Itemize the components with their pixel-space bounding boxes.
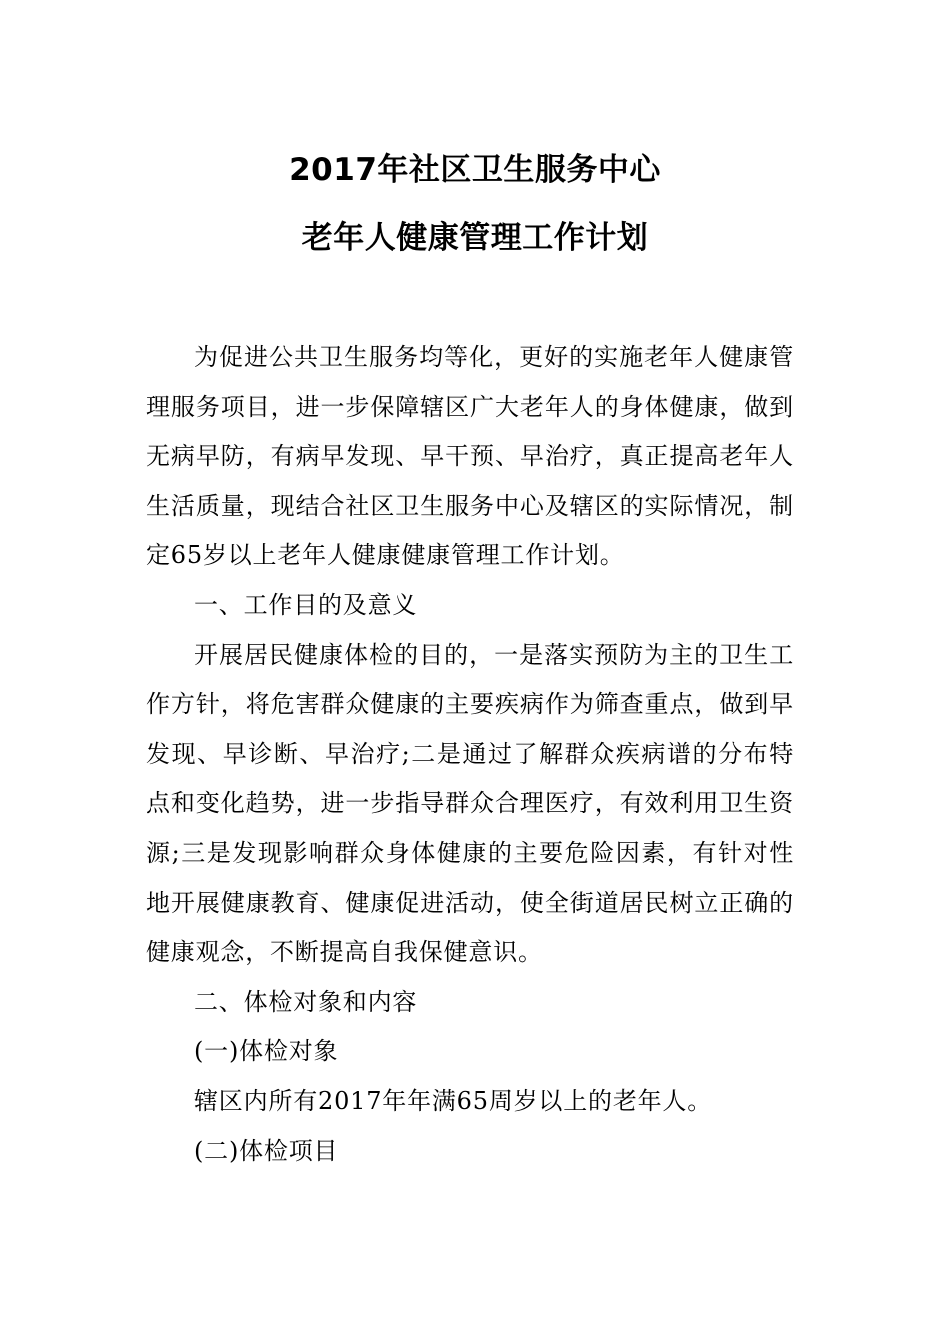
section-1-heading: 一、工作目的及意义: [194, 590, 418, 619]
intro-paragraph: 为促进公共卫生服务均等化，更好的实施老年人健康管理服务项目，进一步保障辖区广大老年人的身体健康，做到无病早防，有病早发现、早干预、早治疗，真正提高老年人生活质量，现结合社区卫生服务中心及辖区的实际情况，制定65岁以上老年人健康健康管理工作计划。: [146, 343, 794, 570]
section-2-heading: 二、体检对象和内容: [194, 987, 418, 1016]
subsection-2-heading: (二)体检项目: [194, 1136, 339, 1165]
document-title-line-2: 老年人健康管理工作计划: [301, 220, 649, 256]
document-title-line-1: 2017年社区卫生服务中心: [289, 152, 661, 188]
subsection-1-heading: (一)体检对象: [194, 1037, 339, 1066]
document-body: [146, 333, 794, 1176]
subsection-1-paragraph: 辖区内所有2017年年满65周岁以上的老年人。: [194, 1086, 713, 1115]
section-1-paragraph: 开展居民健康体检的目的，一是落实预防为主的卫生工作方针，将危害群众健康的主要疾病作为筛查重点，做到早发现、早诊断、早治疗;二是通过了解群众疾病谱的分布特点和变化趋势，进一步指导群众合理医疗，有效利用卫生资源;三是发现影响群众身体健康的主要危险因素，有针对性地开展健康教育、健康促进活动，使全街道居民树立正确的健康观念，不断提高自我保健意识。: [146, 640, 794, 967]
